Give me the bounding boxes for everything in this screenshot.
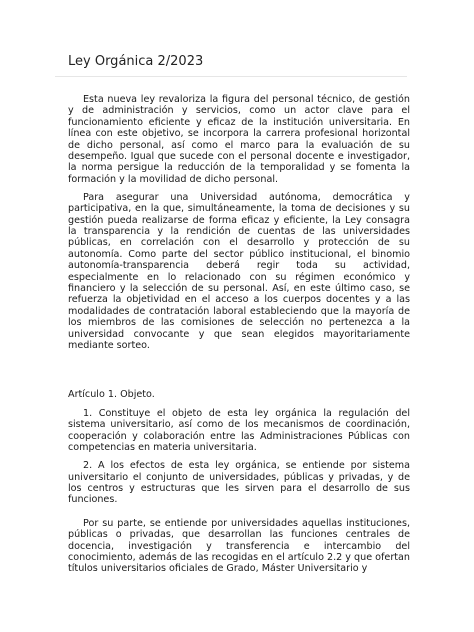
intro-paragraph-2: Para asegurar una Universidad autónoma, democrática y participativa, en la que, simultáneamente, la toma de decisiones y su gestión pueda realizarse de forma eficaz y eficiente, la Ley consagra la transparencia y la rendición de cuentas de las universidades públicas, en correlación con el desarrollo y protección de su autonomía. Como parte del sector público institucional, el binomio autonomía-transparencia deberá regir toda su actividad, especialmente en lo relacionado con su régimen económico y financiero y la selección de su personal. Así, en este último caso, se refuerza la objetividad en el acceso a los cuerpos docentes y a las modalidades de contratación laboral estableciendo que la mayoría de los miembros de las comisiones de selección no pertenezca a la universidad convocante y que sean elegidos mayoritariamente mediante sorteo. bbox=[68, 191, 410, 352]
intro-section bbox=[68, 94, 410, 358]
article-paragraph-2: 2. A los efectos de esta ley orgánica, se entiende por sistema universitario el conjunto de universidades, públicas y privadas, y de los centros y estructuras que les sirven para el desarrollo de sus funciones. bbox=[68, 460, 410, 506]
article-paragraph-3: Por su parte, se entiende por universidades aquellas instituciones, públicas o privadas, que desarrollan las funciones centrales de docencia, investigación y transferencia e intercambio del conocimiento, además de las recogidas en el artículo 2.2 y que ofertan títulos universitarios oficiales de Grado, Máster Universitario y bbox=[68, 517, 410, 575]
page-bottom-fade bbox=[0, 620, 474, 632]
document-title: Ley Orgánica 2/2023 bbox=[68, 54, 204, 69]
article-title: Artículo 1. Objeto. bbox=[68, 389, 155, 400]
intro-paragraph-1: Esta nueva ley revaloriza la figura del personal técnico, de gestión y de administración y servicios, como un actor clave para el funcionamiento eficiente y eficaz de la institución universitaria. En línea con este objetivo, se incorpora la carrera profesional horizontal de dicho personal, así como el marco para la evaluación de su desempeño. Igual que sucede con el personal docente e investigador, la norma persigue la reducción de la temporalidad y se fomenta la formación y la movilidad de dicho personal. bbox=[68, 94, 410, 185]
title-bar bbox=[55, 50, 407, 77]
article-paragraph-1: 1. Constituye el objeto de esta ley orgánica la regulación del sistema universitario, así como de los mecanismos de coordinación, cooperación y colaboración entre las Administraciones Públicas con competencias en materia universitaria. bbox=[68, 408, 410, 454]
article-section bbox=[68, 408, 410, 581]
